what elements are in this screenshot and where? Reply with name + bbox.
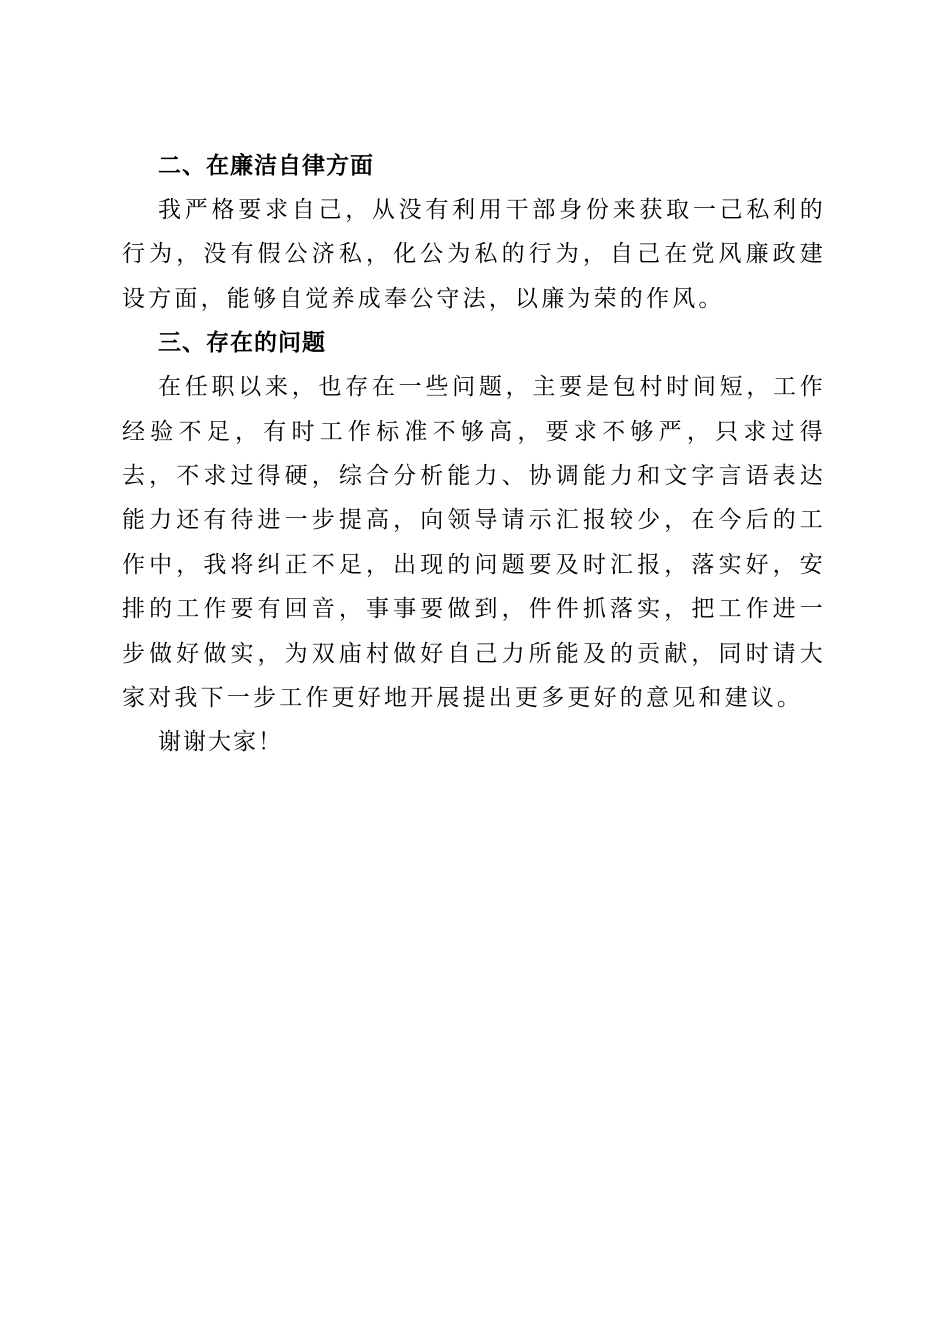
- section-heading-problems: 三、存在的问题: [158, 330, 326, 357]
- section-paragraph-problems: 在任职以来，也存在一些问题，主要是包村时间短，工作经验不足，有时工作标准不够高，要求不够严，只求过得去，不求过得硬，综合分析能力、协调能力和文字言语表达能力还有待进一步提高，向领导请示汇报较少，在今后的工作中，我将纠正不足，出现的问题要及时汇报，落实好，安排的工作要有回音，事事要做到，件件抓落实，把工作进一步做好做实，为双庙村做好自己力所能及的贡献，同时请大家对我下一步工作更好地开展提出更多更好的意见和建议。: [122, 374, 826, 712]
- closing-remark: 谢谢大家！: [158, 729, 283, 756]
- section-heading-integrity: 二、在廉洁自律方面: [158, 153, 374, 179]
- section-paragraph-integrity: 我严格要求自己，从没有利用干部身份来获取一己私利的行为，没有假公济私，化公为私的行为，自己在党风廉政建设方面，能够自觉养成奉公守法，以廉为荣的作风。: [122, 197, 826, 312]
- document-body: [122, 144, 826, 764]
